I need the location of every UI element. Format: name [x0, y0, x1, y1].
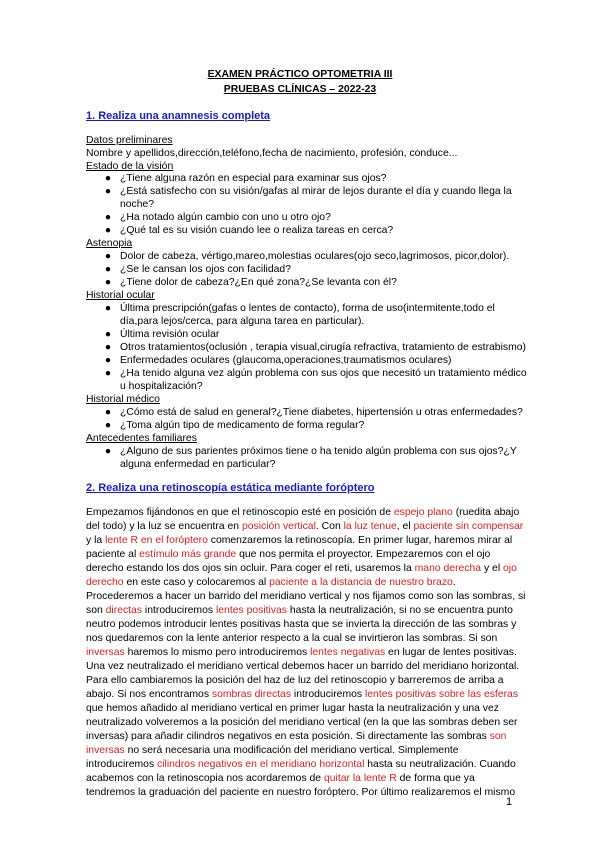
bullet: ● — [104, 303, 112, 314]
bullet: ● — [104, 212, 112, 223]
bullet: ● — [104, 329, 112, 340]
page-number: 1 — [506, 796, 513, 808]
list-item: Otros tratamientos(oclusión , terapia visual,cirugía refractiva, tratamiento de estrabismo) — [120, 342, 526, 353]
paragraph-text: (ruedita abajo del todo) y la luz se encuentra en — [86, 507, 520, 532]
highlighted-term: posición vertical — [241, 521, 316, 532]
familiares-label: Antecedentes familiares — [86, 433, 197, 444]
list-item: u hospitalización? — [120, 381, 203, 392]
paragraph-text: introduciremos — [142, 605, 216, 616]
bullet: ● — [104, 420, 112, 431]
highlighted-term: quitar la lente R — [323, 773, 397, 784]
list-item: ¿Ha tenido alguna vez algún problema con sus ojos que necesitó un tratamiento médico — [120, 368, 527, 379]
bullet: ● — [104, 264, 112, 275]
highlighted-term: lente R en el foróptero — [105, 535, 208, 546]
list-item: ¿Ha notado algún cambio con uno u otro ojo? — [120, 212, 331, 223]
datos-label: Datos preliminares — [86, 135, 173, 146]
astenopia-label: Astenopia — [86, 238, 133, 249]
paragraph-text: de forma que ya tendremos la graduación del paciente en nuestro foróptero. Por último realizaremos el mismo — [86, 773, 516, 798]
list-item: ¿Tiene alguna razón en especial para examinar sus ojos? — [120, 173, 387, 184]
paragraph-text: que nos permita el proyector. Empezaremos con el ojo derecho estando los dos ojos sin ocluir. Para coger el reti, usaremos la — [86, 549, 491, 574]
bullet: ● — [104, 355, 112, 366]
paragraph-text: comenzaremos la retinoscopía. En primer lugar, haremos mirar al paciente al — [86, 535, 513, 560]
bullet: ● — [104, 173, 112, 184]
highlighted-term: la luz tenue — [343, 521, 397, 532]
bullet: ● — [104, 251, 112, 262]
highlighted-term: sombras directas — [211, 689, 292, 700]
list-item: Dolor de cabeza, vértigo,mareo,molestias oculares(ojo seco,lagrimosos, picor,dolor). — [120, 251, 510, 262]
paragraph-text: introduciremos — [291, 689, 365, 700]
paragraph-text: . Con — [315, 521, 344, 532]
highlighted-term: directas — [105, 605, 143, 616]
paragraph-text: hasta la neutralización, si no se encuentra punto neutro podemos introducir lentes positivas hasta que se invierta la dirección de las sombras y nos quedaremos con la lente anterior respecto a la cual se invirtieron las sombras. Si son — [86, 605, 517, 644]
bullet: ● — [104, 186, 112, 197]
paragraph-text: Empezamos fijándonos en que el retinoscopio esté en posición de — [86, 507, 394, 518]
datos-text: Nombre y apellidos,dirección,teléfono,fecha de nacimiento, profesión, conduce... — [86, 148, 458, 159]
exam-subtitle: PRUEBAS CLÍNICAS – 2022-23 — [223, 84, 377, 95]
paragraph-text: hasta su neutralización. Cuando acabemos con la retinoscopia nos acordaremos de — [86, 759, 516, 784]
list-item: ¿Qué tal es su visión cuando lee o realiza tareas en cerca? — [120, 225, 394, 236]
highlighted-term: inversas — [86, 647, 125, 658]
highlighted-term: son inversas — [86, 731, 507, 756]
list-item: alguna enfermedad en particular? — [120, 459, 276, 470]
highlighted-term: estímulo más grande — [139, 549, 237, 560]
highlighted-term: lentes positivas — [215, 605, 287, 616]
list-item: día,para lejos/cerca, para alguna tarea en particular). — [120, 316, 365, 327]
vision-label: Estado de la visión — [86, 161, 174, 172]
paragraph-text: en este caso y colocaremos al — [123, 577, 270, 588]
bullet: ● — [104, 446, 112, 457]
list-item: ¿Se le cansan los ojos con facilidad? — [120, 264, 291, 275]
paragraph-text: en lugar de lentes positivas. Una vez neutralizado el meridiano vertical debemos hacer un barrido del meridiano horizontal. Para ello cambiaremos la posición del haz de luz del retinoscopio y barreremos de arriba a abajo. Si nos encontramos — [86, 647, 520, 700]
paragraph-text: que hemos añadido al meridiano vertical en primer lugar hasta la neutralización y una vez neutralizado volveremos a la posición del meridiano vertical (en la que las sombras deben ser inversas) para añadir cilindros negativos en esta posición. Si directamente las sombras — [86, 703, 518, 742]
ocular-label: Historial ocular — [86, 290, 155, 301]
section2-heading: 2. Realiza una retinoscopía estática mediante foróptero — [86, 482, 375, 494]
bullet: ● — [104, 342, 112, 353]
paragraph-text: haremos lo mismo pero introduciremos — [124, 647, 311, 658]
bullet: ● — [104, 277, 112, 288]
highlighted-term: lentes negativas — [310, 647, 386, 658]
list-item: Última revisión ocular — [120, 329, 220, 340]
bullet: ● — [104, 225, 112, 236]
highlighted-term: paciente a la distancia de nuestro brazo — [269, 577, 453, 588]
list-item: noche? — [120, 199, 155, 210]
list-item: ¿Tiene dolor de cabeza?¿En qué zona?¿Se levanta con él? — [120, 277, 397, 288]
bullet: ● — [104, 407, 112, 418]
list-item: ¿Toma algún tipo de medicamento de forma regular? — [120, 420, 365, 431]
paragraph-text: , el — [396, 521, 414, 532]
highlighted-term: ojo derecho — [86, 563, 517, 588]
paragraph-text: y el — [481, 563, 504, 574]
highlighted-term: espejo plano — [393, 507, 453, 518]
section1-heading: 1. Realiza una anamnesis completa — [86, 110, 271, 122]
highlighted-term: lentes positivas sobre las esferas — [364, 689, 519, 700]
list-item: ¿Está satisfecho con su visión/gafas al mirar de lejos durante el día y cuando llega la — [120, 186, 512, 197]
exam-title: EXAMEN PRÁCTICO OPTOMETRIA III — [207, 69, 393, 80]
bullet: ● — [104, 368, 112, 379]
paragraph-text: . Procederemos a hacer un barrido del meridiano vertical y nos fijamos como son las sombras, si son — [86, 577, 526, 616]
retinoscopy-paragraph — [86, 506, 526, 800]
highlighted-term: cilindros negativos en el meridiano horizontal — [157, 759, 365, 770]
list-item: Última prescripción(gafas o lentes de contacto), forma de uso(intermitente,todo el — [120, 303, 495, 314]
paragraph-text: y la — [86, 535, 106, 546]
highlighted-term: paciente sin compensar — [413, 521, 524, 532]
paragraph-text: no será necesaria una modificación del meridiano vertical. Simplemente introduciremos — [86, 745, 459, 770]
list-item: Enfermedades oculares (glaucoma,operaciones,traumatismos oculares) — [120, 355, 452, 366]
list-item: ¿Alguno de sus parientes próximos tiene o ha tenido algún problema con sus ojos?¿Y — [120, 446, 517, 457]
highlighted-term: mano derecha — [414, 563, 482, 574]
medico-label: Historial médico — [86, 394, 160, 405]
list-item: ¿Cómo está de salud en general?¿Tiene diabetes, hipertensión u otras enfermedades? — [120, 407, 523, 418]
